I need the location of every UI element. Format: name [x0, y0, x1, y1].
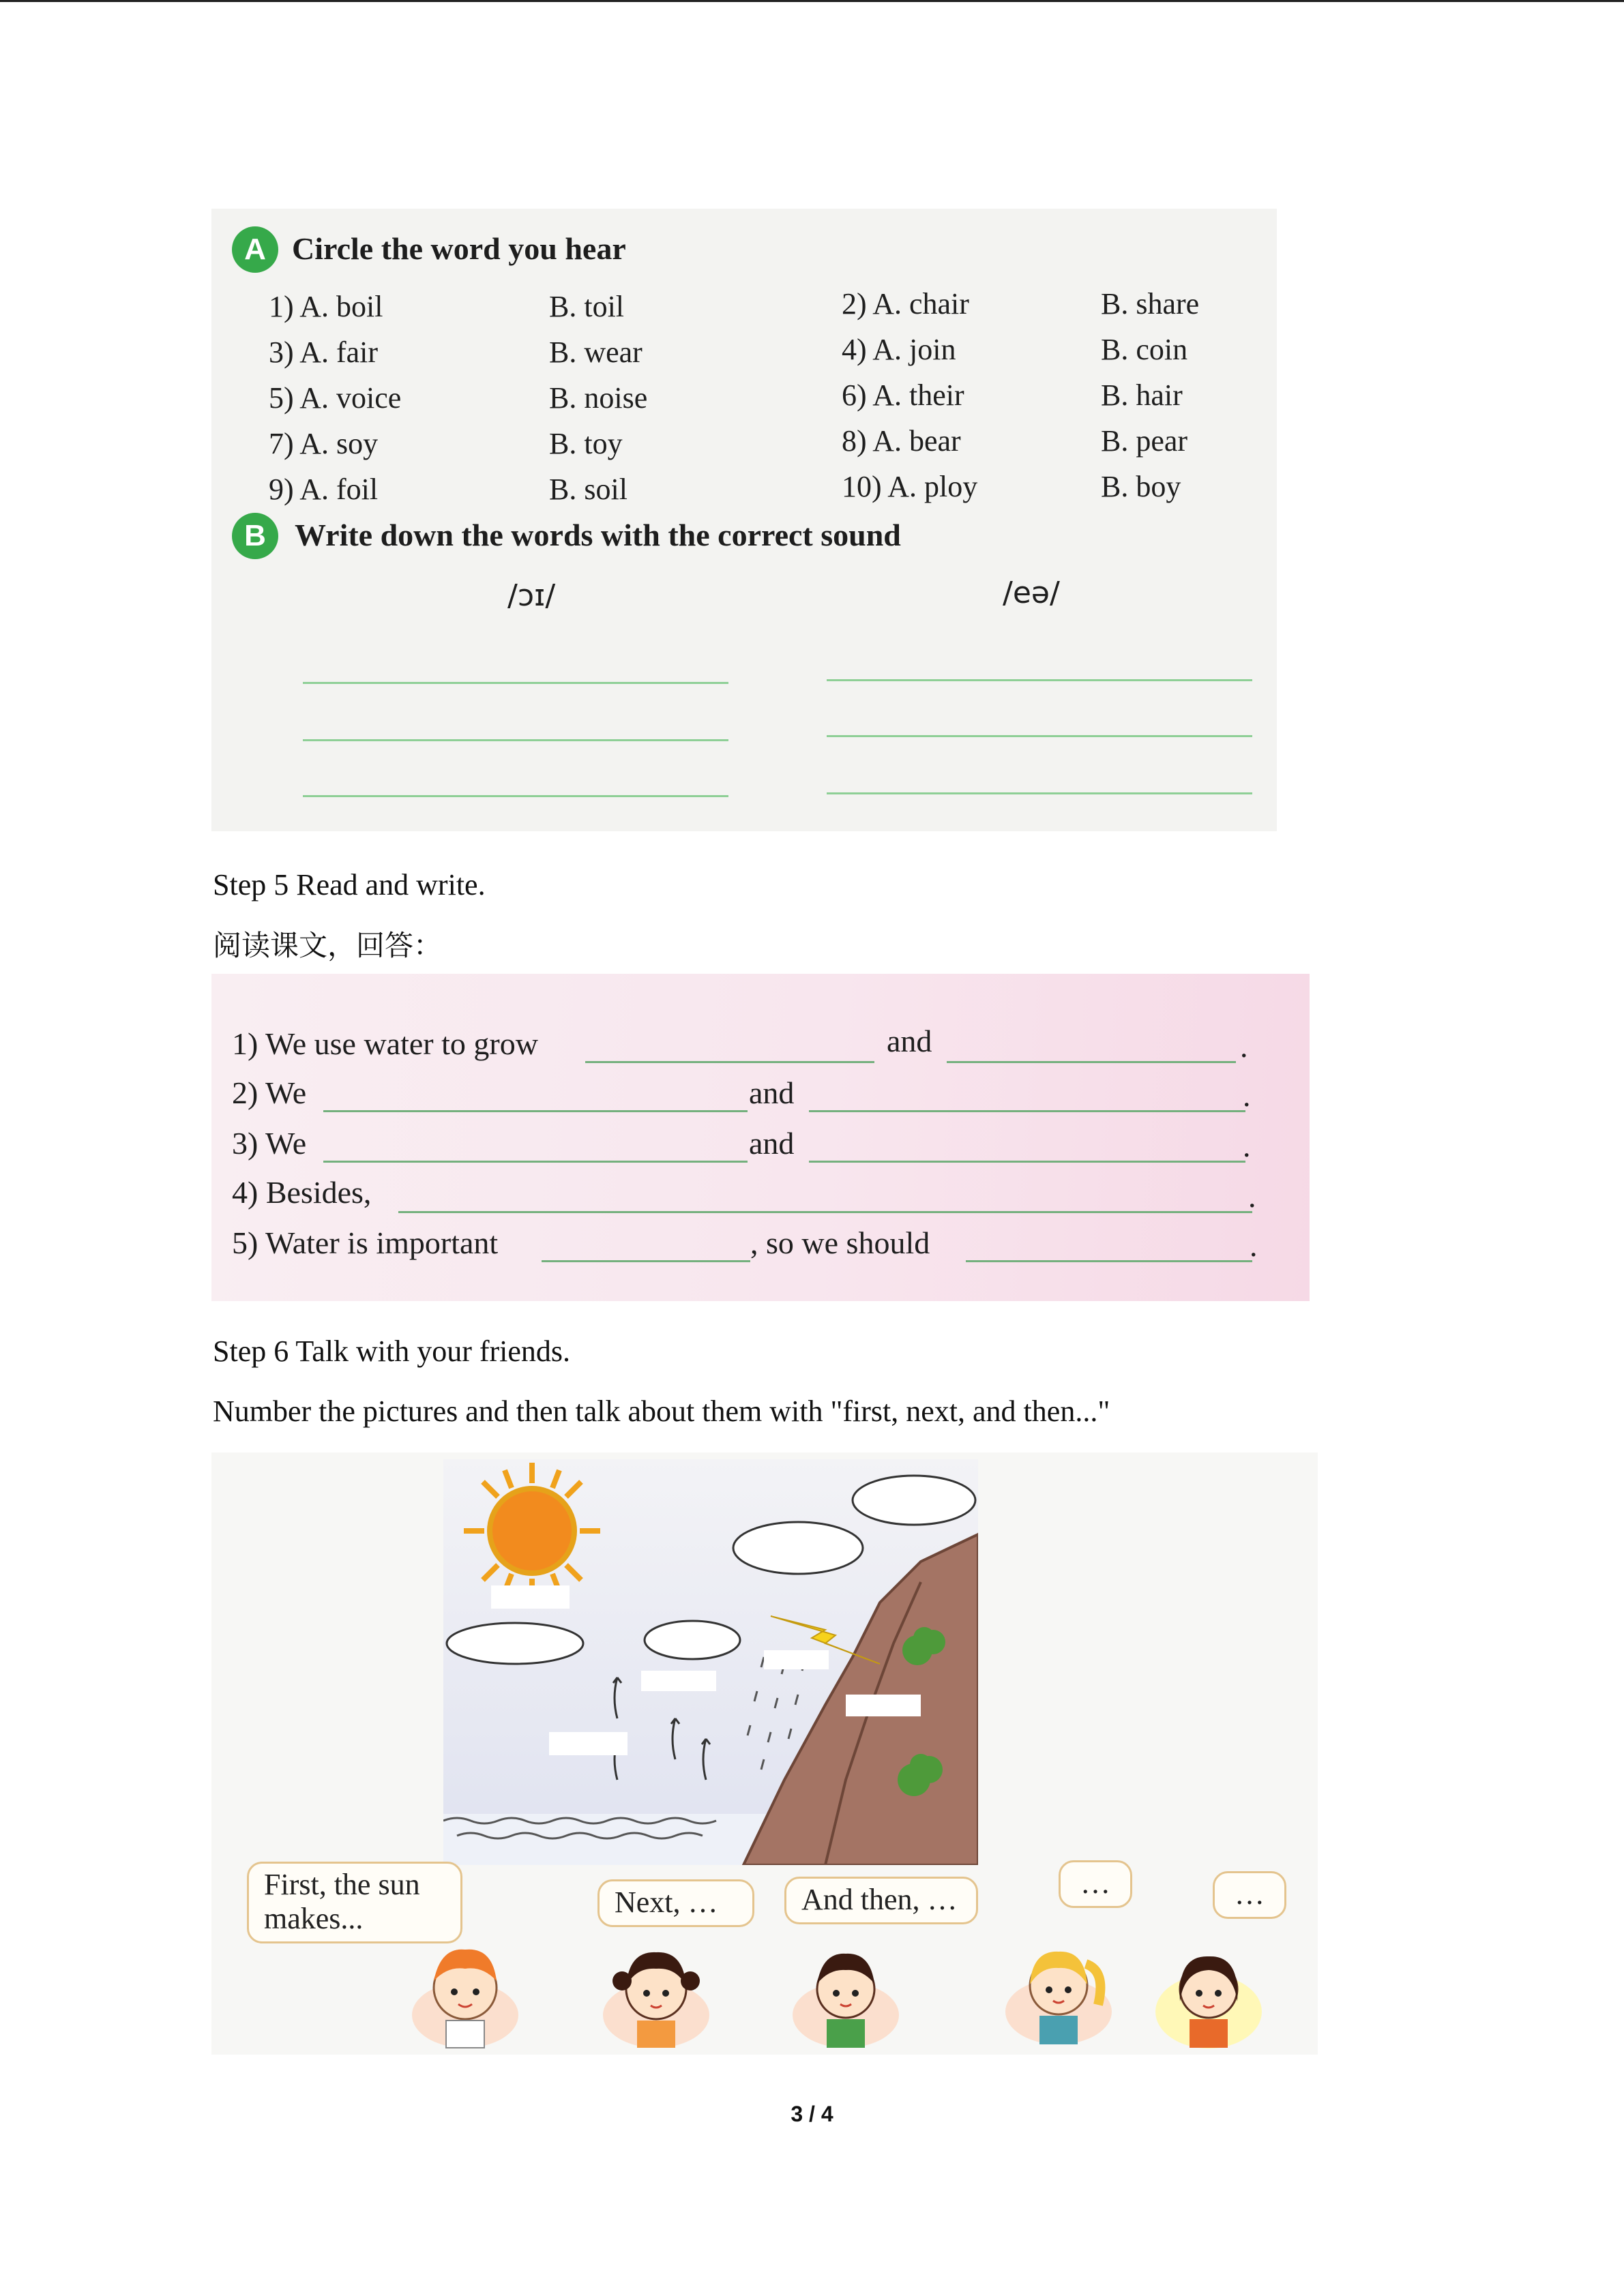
step6-instruction: Number the pictures and then talk about them with "first, next, and then..." [213, 1395, 1110, 1428]
item-6-option-b: B. hair [1101, 378, 1183, 412]
q1-text: 1) We use water to grow [232, 1026, 538, 1061]
item-5-option-a: 5) A. voice [269, 381, 402, 415]
step5-subtitle: 阅读课文，回答： [213, 929, 443, 962]
boy-1-avatar [411, 1933, 520, 2049]
item-10-option-a: 10) A. ploy [842, 470, 978, 503]
step6-title: Step 6 Talk with your friends. [213, 1335, 571, 1368]
girl-2-avatar [1004, 1930, 1113, 2046]
answer-line-left-3[interactable] [303, 795, 728, 797]
q4-text: 4) Besides, [232, 1175, 372, 1210]
item-9-option-a: 9) A. foil [269, 473, 379, 506]
item-10-option-b: B. boy [1101, 470, 1181, 503]
boy-2-avatar [791, 1933, 900, 2049]
item-7-option-b: B. toy [549, 427, 623, 460]
answer-line-left-1[interactable] [303, 682, 728, 684]
item-5-option-b: B. noise [549, 381, 648, 415]
q5-blank-2[interactable] [966, 1260, 1252, 1262]
section-b-badge: B [232, 513, 278, 559]
q5-so-we-should: , so we should [750, 1225, 930, 1260]
girl-3-avatar [1154, 1933, 1263, 2049]
item-1-option-a: 1) A. boil [269, 290, 383, 323]
answer-line-right-2[interactable] [827, 735, 1252, 737]
item-3-option-a: 3) A. fair [269, 336, 379, 369]
q2-and: and [749, 1075, 795, 1110]
answer-line-right-3[interactable] [827, 792, 1252, 794]
item-7-option-a: 7) A. soy [269, 427, 379, 460]
item-9-option-b: B. soil [549, 473, 628, 506]
q1-and: and [887, 1024, 932, 1058]
bubble-first-line1: First, the sun [264, 1868, 420, 1901]
exercise-panel-ab [211, 209, 1277, 831]
q1-period: . [1240, 1029, 1248, 1064]
girl-1-avatar [602, 1933, 711, 2049]
q3-and: and [749, 1126, 795, 1161]
q5-text: 5) Water is important [232, 1225, 499, 1260]
section-a-badge: A [232, 226, 278, 273]
q3-period: . [1243, 1129, 1251, 1163]
sun-icon [464, 1463, 600, 1599]
speech-bubble-next: Next, … [597, 1879, 754, 1927]
water-cycle-illustration [443, 1459, 978, 1865]
sound-ea-label: /eə/ [1003, 576, 1060, 610]
item-8-option-a: 8) A. bear [842, 424, 961, 458]
q2-text: 2) We [232, 1075, 307, 1110]
top-border [0, 0, 1624, 2]
fill-in-panel [211, 974, 1310, 1301]
q3-blank-1[interactable] [323, 1161, 748, 1163]
item-6-option-a: 6) A. their [842, 378, 964, 412]
answer-line-right-1[interactable] [827, 679, 1252, 681]
water-cycle-scene [443, 1459, 978, 1865]
answer-line-left-2[interactable] [303, 739, 728, 741]
item-2-option-a: 2) A. chair [842, 287, 969, 320]
q5-period: . [1250, 1228, 1258, 1263]
section-a-title: Circle the word you hear [292, 231, 626, 266]
q5-blank-1[interactable] [542, 1260, 750, 1262]
q3-text: 3) We [232, 1126, 307, 1161]
item-3-option-b: B. wear [549, 336, 643, 369]
bubble-first-line2: makes... [264, 1902, 364, 1935]
q3-blank-2[interactable] [809, 1161, 1245, 1163]
q1-blank-2[interactable] [947, 1061, 1236, 1063]
step5-title: Step 5 Read and write. [213, 868, 486, 901]
item-4-option-a: 4) A. join [842, 333, 956, 366]
speech-bubble-5: … [1213, 1871, 1286, 1919]
q4-period: . [1248, 1179, 1256, 1214]
section-b-title: Write down the words with the correct sound [295, 518, 901, 552]
water-cycle-picture-panel [211, 1452, 1318, 2055]
q4-blank[interactable] [398, 1211, 1252, 1213]
page-number: 3 / 4 [791, 2102, 833, 2126]
sound-oi-label: /ɔɪ/ [507, 578, 556, 613]
q1-blank-1[interactable] [585, 1061, 874, 1063]
speech-bubble-and-then: And then, … [784, 1877, 978, 1924]
q2-blank-1[interactable] [323, 1110, 748, 1112]
item-2-option-b: B. share [1101, 287, 1200, 320]
item-4-option-b: B. coin [1101, 333, 1188, 366]
q2-period: . [1243, 1078, 1251, 1113]
speech-bubble-first [247, 1862, 462, 1943]
q2-blank-2[interactable] [809, 1110, 1245, 1112]
item-8-option-b: B. pear [1101, 424, 1188, 458]
item-1-option-b: B. toil [549, 290, 625, 323]
speech-bubble-4: … [1059, 1860, 1132, 1908]
